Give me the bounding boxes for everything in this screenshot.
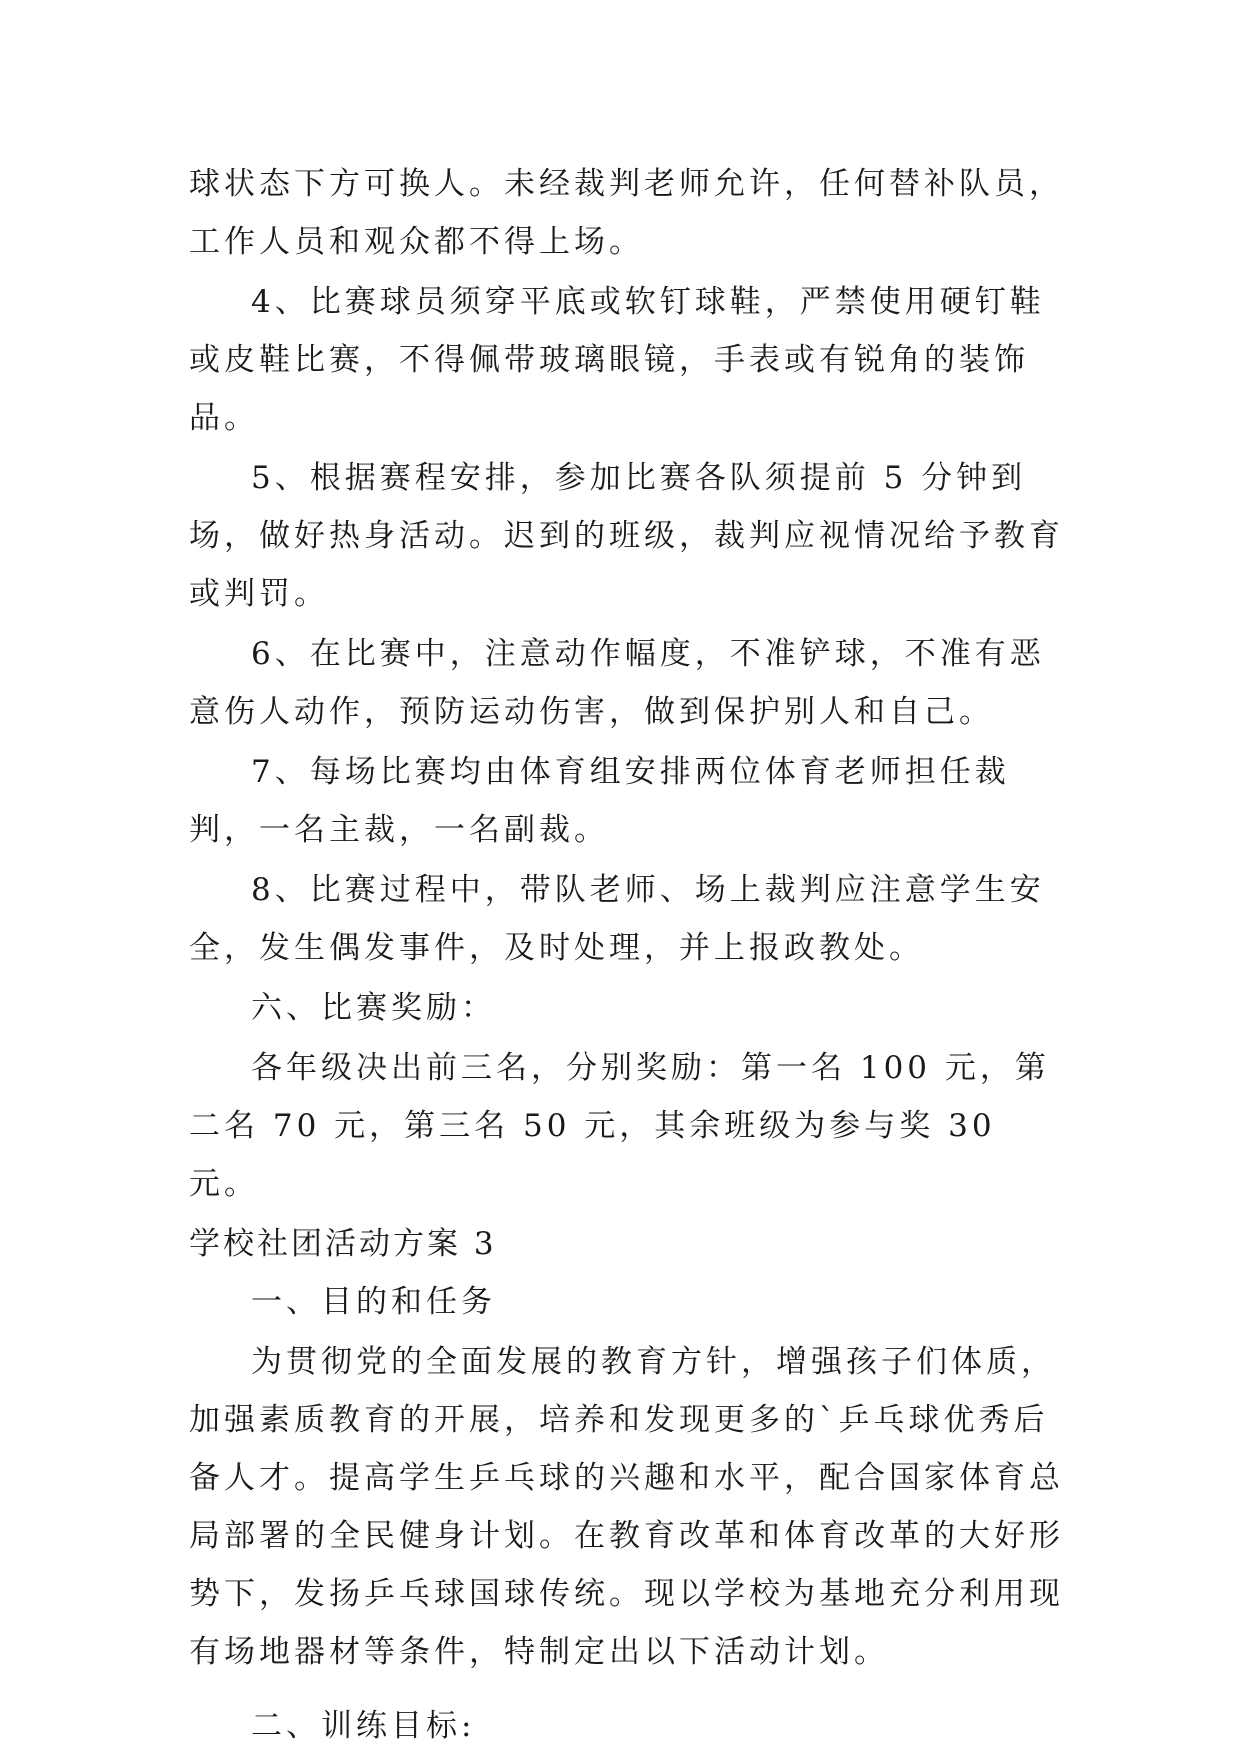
heading-training-goals: 二、训练目标: xyxy=(251,1708,476,1744)
paragraph-purpose-detail: 为贯彻党的全面发展的教育方针，增强孩子们体质，加强素质教育的开展，培养和发现更多的`乒乓球优秀后备人才。提高学生乒乓球的兴趣和水平，配合国家体育总局部署的全民健身计划。在教育改革和体育改革的大好形势下，发扬乒乓球国球传统。现以学校为基地充分利用现有场地器材等条件，特制定出以下活动计划。 xyxy=(189,1344,1064,1670)
paragraph-rule-7-referees: 7、每场比赛均由体育组安排两位体育老师担任裁判，一名主裁，一名副裁。 xyxy=(189,754,1010,848)
paragraph-rule-5-arrival: 5、根据赛程安排，参加比赛各队须提前 5 分钟到场，做好热身活动。迟到的班级，裁判应视情况给予教育或判罚。 xyxy=(189,460,1064,612)
paragraph-rule-4-footwear: 4、比赛球员须穿平底或软钉球鞋，严禁使用硬钉鞋或皮鞋比赛，不得佩带玻璃眼镜，手表或有锐角的装饰品。 xyxy=(189,284,1045,436)
paragraph-substitution-rule: 球状态下方可换人。未经裁判老师允许，任何替补队员，工作人员和观众都不得上场。 xyxy=(189,166,1064,260)
paragraph-rule-8-incidents: 8、比赛过程中，带队老师、场上裁判应注意学生安全，发生偶发事件，及时处理，并上报政教处。 xyxy=(189,872,1045,966)
paragraph-gap xyxy=(189,1683,1069,1697)
heading-purpose: 一、目的和任务 xyxy=(251,1284,496,1320)
paragraph-rewards-detail: 各年级决出前三名，分别奖励：第一名 100 元，第二名 70 元，第三名 50 元，其余班级为参与奖 30 元。 xyxy=(189,1050,1050,1202)
section-title: 学校社团活动方案 3 xyxy=(189,1226,497,1262)
document-body xyxy=(189,155,1069,1757)
heading-rewards: 六、比赛奖励： xyxy=(251,990,496,1026)
paragraph-rule-6-safety: 6、在比赛中，注意动作幅度，不准铲球，不准有恶意伤人动作，预防运动伤害，做到保护别人和自己。 xyxy=(189,636,1045,730)
